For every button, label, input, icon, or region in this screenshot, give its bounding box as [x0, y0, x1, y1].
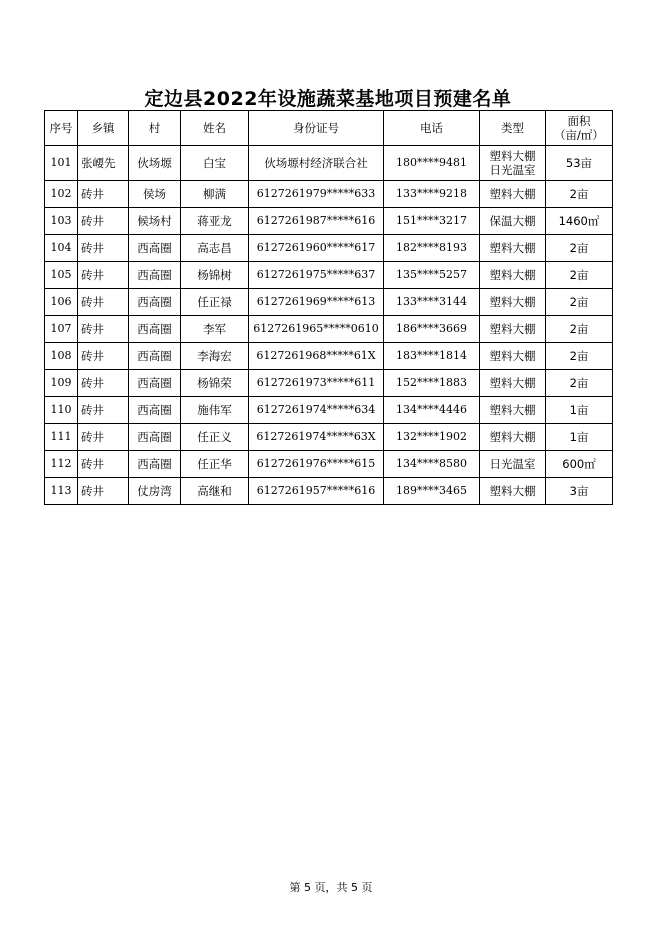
- cell-village: 西高圈: [129, 316, 181, 343]
- cell-village: 西高圈: [129, 262, 181, 289]
- cell-phone: 182****8193: [384, 235, 480, 262]
- cell-type-line2: 日光温室: [489, 163, 536, 177]
- table-row: [45, 146, 613, 181]
- cell-id: 6127261965*****0610: [249, 316, 384, 343]
- cell-area: 2亩: [546, 262, 613, 289]
- cell-name: 柳满: [181, 181, 249, 208]
- cell-type: 塑料大棚: [480, 397, 546, 424]
- cell-name: 蒋亚龙: [181, 208, 249, 235]
- table-row: [45, 262, 613, 289]
- cell-type: 塑料大棚: [480, 316, 546, 343]
- table-row: [45, 370, 613, 397]
- cell-area: 2亩: [546, 343, 613, 370]
- cell-id: 6127261973*****611: [249, 370, 384, 397]
- cell-phone: 180****9481: [384, 146, 480, 181]
- cell-town: 砖井: [78, 478, 129, 505]
- cell-phone: 133****3144: [384, 289, 480, 316]
- cell-type: 塑料大棚: [480, 424, 546, 451]
- col-header-village: 村: [129, 111, 181, 146]
- cell-seq: 108: [45, 343, 78, 370]
- table-row: [45, 181, 613, 208]
- cell-type: 塑料大棚: [480, 370, 546, 397]
- cell-seq: 113: [45, 478, 78, 505]
- cell-seq: 102: [45, 181, 78, 208]
- cell-phone: 152****1883: [384, 370, 480, 397]
- cell-phone: 186****3669: [384, 316, 480, 343]
- cell-type: 塑料大棚: [480, 289, 546, 316]
- cell-village: 仗房湾: [129, 478, 181, 505]
- cell-area: 2亩: [546, 289, 613, 316]
- cell-town: 张崾先: [78, 146, 129, 181]
- cell-type: 塑料大棚: [480, 235, 546, 262]
- cell-village: 西高圈: [129, 343, 181, 370]
- cell-id: 6127261976*****615: [249, 451, 384, 478]
- cell-id: 6127261974*****634: [249, 397, 384, 424]
- cell-name: 任正义: [181, 424, 249, 451]
- cell-phone: 151****3217: [384, 208, 480, 235]
- cell-town: 砖井: [78, 262, 129, 289]
- cell-area: 2亩: [546, 181, 613, 208]
- cell-seq: 106: [45, 289, 78, 316]
- col-header-name: 姓名: [181, 111, 249, 146]
- cell-town: 砖井: [78, 181, 129, 208]
- cell-name: 高志昌: [181, 235, 249, 262]
- cell-seq: 104: [45, 235, 78, 262]
- page-title: 定边县2022年设施蔬菜基地项目预建名单: [144, 88, 512, 110]
- cell-id: 6127261957*****616: [249, 478, 384, 505]
- project-roster-table: [44, 110, 613, 505]
- cell-area: 1亩: [546, 424, 613, 451]
- cell-name: 李军: [181, 316, 249, 343]
- table-row: [45, 316, 613, 343]
- cell-area: 53亩: [546, 146, 613, 181]
- cell-phone: 189****3465: [384, 478, 480, 505]
- cell-id: 6127261974*****63X: [249, 424, 384, 451]
- cell-type: 日光温室: [480, 451, 546, 478]
- cell-id: 6127261969*****613: [249, 289, 384, 316]
- table-row: [45, 451, 613, 478]
- cell-seq: 111: [45, 424, 78, 451]
- table-header-row: [45, 111, 613, 146]
- cell-name: 李海宏: [181, 343, 249, 370]
- cell-village: 西高圈: [129, 424, 181, 451]
- cell-area: 2亩: [546, 370, 613, 397]
- cell-name: 白宝: [181, 146, 249, 181]
- cell-phone: 132****1902: [384, 424, 480, 451]
- cell-village: 侯场: [129, 181, 181, 208]
- cell-village: 西高圈: [129, 235, 181, 262]
- cell-type: 塑料大棚: [480, 181, 546, 208]
- cell-name: 高继和: [181, 478, 249, 505]
- table-row: [45, 208, 613, 235]
- table-row: [45, 397, 613, 424]
- cell-village: 西高圈: [129, 370, 181, 397]
- cell-id: 6127261979*****633: [249, 181, 384, 208]
- cell-area: 2亩: [546, 316, 613, 343]
- cell-id: 伙场塬村经济联合社: [249, 146, 384, 181]
- col-header-area-line1: 面积: [567, 114, 591, 128]
- cell-phone: 183****1814: [384, 343, 480, 370]
- cell-village: 西高圈: [129, 397, 181, 424]
- cell-id: 6127261975*****637: [249, 262, 384, 289]
- cell-area: 600㎡: [546, 451, 613, 478]
- col-header-area-line2: （亩/㎡）: [554, 128, 604, 142]
- col-header-type: 类型: [480, 111, 546, 146]
- cell-name: 任正华: [181, 451, 249, 478]
- cell-seq: 110: [45, 397, 78, 424]
- table-row: [45, 289, 613, 316]
- cell-town: 砖井: [78, 424, 129, 451]
- cell-phone: 134****4446: [384, 397, 480, 424]
- cell-id: 6127261987*****616: [249, 208, 384, 235]
- cell-type-line1: 塑料大棚: [489, 149, 536, 163]
- cell-type: 保温大棚: [480, 208, 546, 235]
- cell-area: 2亩: [546, 235, 613, 262]
- cell-name: 施伟军: [181, 397, 249, 424]
- cell-seq: 101: [45, 146, 78, 181]
- col-header-area: [546, 111, 613, 146]
- page-footer: 第 5 页，共 5 页: [289, 881, 373, 894]
- cell-town: 砖井: [78, 370, 129, 397]
- col-header-id: 身份证号: [249, 111, 384, 146]
- cell-village: 西高圈: [129, 289, 181, 316]
- cell-name: 任正禄: [181, 289, 249, 316]
- table-row: [45, 235, 613, 262]
- cell-id: 6127261968*****61X: [249, 343, 384, 370]
- cell-type: 塑料大棚: [480, 478, 546, 505]
- cell-seq: 112: [45, 451, 78, 478]
- cell-phone: 134****8580: [384, 451, 480, 478]
- cell-id: 6127261960*****617: [249, 235, 384, 262]
- cell-seq: 107: [45, 316, 78, 343]
- cell-phone: 135****5257: [384, 262, 480, 289]
- cell-town: 砖井: [78, 397, 129, 424]
- col-header-town: 乡镇: [78, 111, 129, 146]
- cell-village: 西高圈: [129, 451, 181, 478]
- cell-name: 杨锦树: [181, 262, 249, 289]
- cell-town: 砖井: [78, 208, 129, 235]
- col-header-phone: 电话: [384, 111, 480, 146]
- cell-type: 塑料大棚: [480, 343, 546, 370]
- cell-phone: 133****9218: [384, 181, 480, 208]
- cell-town: 砖井: [78, 316, 129, 343]
- cell-village: 候场村: [129, 208, 181, 235]
- cell-town: 砖井: [78, 235, 129, 262]
- cell-area: 1亩: [546, 397, 613, 424]
- cell-seq: 109: [45, 370, 78, 397]
- cell-seq: 105: [45, 262, 78, 289]
- cell-village: 伙场塬: [129, 146, 181, 181]
- cell-name: 杨锦荣: [181, 370, 249, 397]
- cell-seq: 103: [45, 208, 78, 235]
- cell-town: 砖井: [78, 343, 129, 370]
- table-row: [45, 478, 613, 505]
- cell-type: [480, 146, 546, 181]
- table-row: [45, 343, 613, 370]
- table-row: [45, 424, 613, 451]
- col-header-seq: 序号: [45, 111, 78, 146]
- cell-area: 3亩: [546, 478, 613, 505]
- cell-town: 砖井: [78, 289, 129, 316]
- cell-town: 砖井: [78, 451, 129, 478]
- cell-type: 塑料大棚: [480, 262, 546, 289]
- cell-area: 1460㎡: [546, 208, 613, 235]
